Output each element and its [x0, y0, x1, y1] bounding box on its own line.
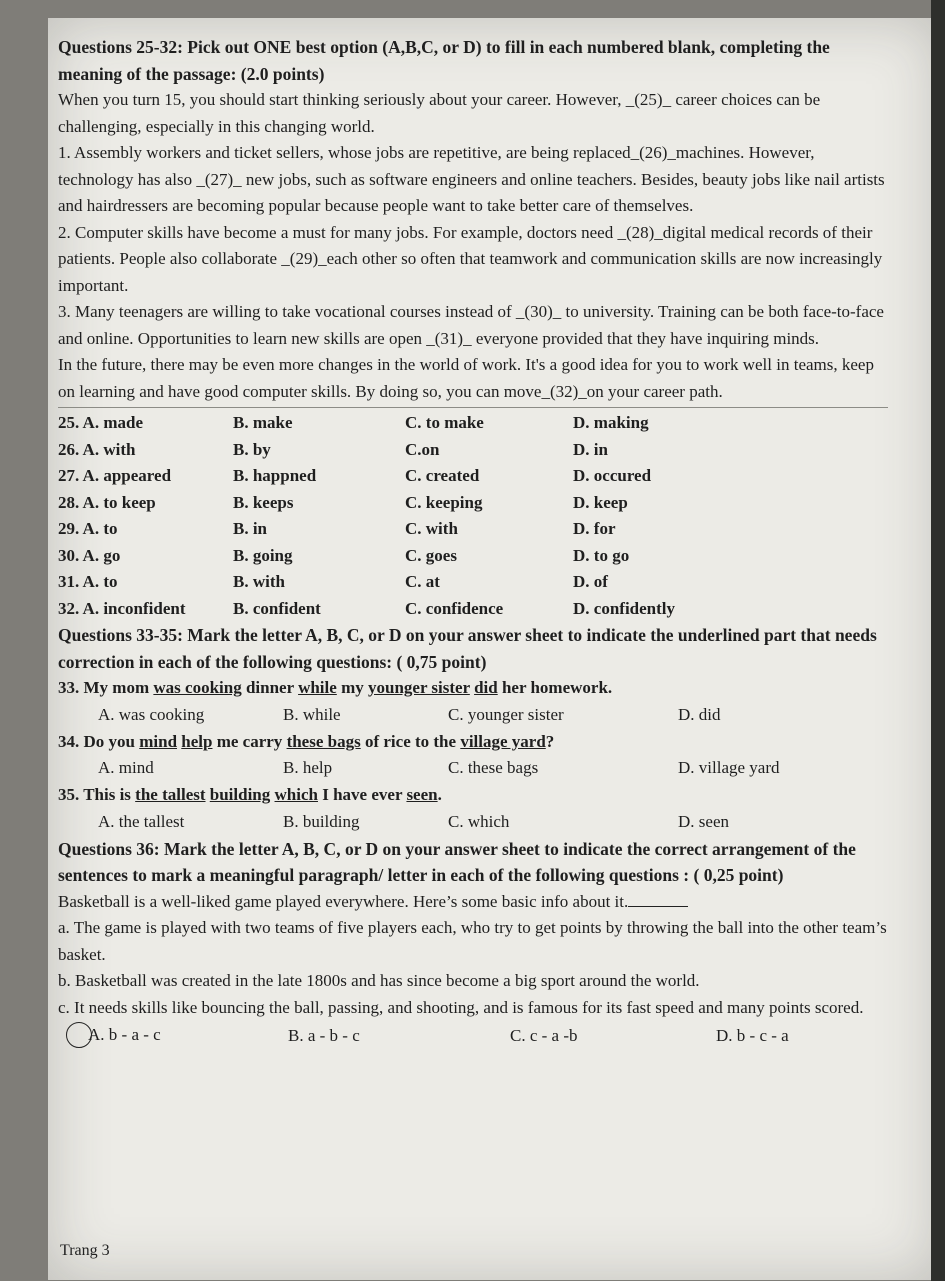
q-text: me carry — [212, 731, 287, 751]
option-row-26 — [58, 437, 888, 464]
answers-33 — [58, 702, 888, 729]
q-text: her homework. — [497, 678, 613, 697]
option-b[interactable]: B. going — [233, 545, 293, 565]
answers-35 — [58, 809, 888, 836]
option-b[interactable]: B. building — [283, 811, 360, 831]
option-a[interactable]: 29. A. to — [58, 519, 118, 538]
q-text: 34. Do you — [58, 731, 140, 751]
option-row-28 — [58, 490, 888, 517]
underlined-part-b: help — [181, 731, 213, 751]
option-d[interactable]: D. occured — [573, 466, 652, 485]
q-text: of rice to the — [360, 731, 461, 751]
passage-intro: When you turn 15, you should start thinking seriously about your career. However, _(25)_ career choices can be challenging, especially in this changing world. — [58, 90, 821, 136]
option-c[interactable]: C. created — [405, 466, 480, 485]
underlined-part-d: seen — [406, 785, 438, 804]
option-b[interactable]: B. while — [283, 704, 341, 724]
q-text: 35. This is — [58, 785, 136, 804]
option-b[interactable]: B. help — [283, 758, 333, 778]
underlined-part-d: did — [474, 678, 498, 697]
passage-paragraph-1: 1. Assembly workers and ticket sellers, whose jobs are repetitive, are being replaced_(26)_machines. However, technology has also _(27)_ new jobs, such as software engineers and online teachers. Besides, beauty jobs like nail artists and hairdressers are becoming popular because people want to take better care of themselves. — [58, 143, 885, 215]
underlined-part-c: which — [274, 785, 318, 804]
passage-paragraph-4: In the future, there may be even more changes in the world of work. It's a good idea for you to work well in teams, keep on learning and have good computer skills. By doing so, you can move_(32)_on your career path. — [58, 355, 874, 401]
question-33 — [58, 675, 888, 702]
underlined-part-a: mind — [139, 731, 178, 751]
option-b[interactable]: B. in — [233, 519, 268, 538]
option-d[interactable]: D. in — [573, 439, 608, 459]
option-c[interactable]: C. keeping — [405, 492, 483, 512]
option-c[interactable]: C. with — [405, 519, 458, 538]
passage-paragraph-2: 2. Computer skills have become a must for many jobs. For example, doctors need _(28)_digital medical records of their patients. People also collaborate _(29)_each other so often that teamwork and communication skills are now increasingly important. — [58, 222, 883, 295]
option-b[interactable]: B. a - b - c — [288, 1025, 360, 1045]
option-c[interactable]: C. to make — [405, 413, 484, 432]
option-b[interactable]: B. happned — [233, 466, 317, 485]
option-d[interactable]: D. seen — [678, 811, 729, 831]
option-d[interactable]: D. of — [573, 572, 608, 591]
option-a[interactable]: 28. A. to keep — [58, 492, 156, 512]
option-a[interactable]: 27. A. appeared — [58, 466, 172, 485]
sentence-c: c. It needs skills like bouncing the ball, passing, and shooting, and is famous for its fast speed and many points scored. — [58, 997, 864, 1017]
underlined-part-c: these bags — [286, 731, 361, 751]
option-b[interactable]: B. confident — [233, 598, 321, 618]
option-row-25 — [58, 410, 888, 437]
option-c[interactable]: C. goes — [405, 545, 457, 565]
option-b[interactable]: B. by — [233, 439, 271, 459]
option-d[interactable]: D. for — [573, 519, 616, 538]
option-d[interactable]: D. b - c - a — [716, 1025, 789, 1045]
option-a[interactable] — [66, 1022, 288, 1049]
underlined-part-c: younger sister — [367, 678, 470, 697]
option-c[interactable]: C. confidence — [405, 598, 504, 618]
option-c[interactable]: C.on — [405, 439, 440, 459]
sentence-a: a. The game is played with two teams of five players each, who try to get points by throwing the ball into the other team’s basket. — [58, 918, 887, 964]
q-text: dinner — [241, 678, 299, 697]
option-c[interactable]: C. c - a -b — [510, 1025, 578, 1045]
option-a[interactable]: A. mind — [98, 758, 154, 778]
option-row-30 — [58, 543, 888, 570]
option-a[interactable]: 32. A. inconfident — [58, 598, 186, 618]
option-c[interactable]: C. at — [405, 572, 440, 591]
q-text: ? — [545, 731, 555, 751]
section2-heading — [58, 622, 888, 675]
underlined-part-a: was cooking — [153, 678, 242, 697]
answer-blank[interactable] — [628, 892, 688, 907]
option-a-label: A. b - a - c — [88, 1025, 161, 1045]
option-d[interactable]: D. confidently — [573, 598, 675, 618]
underlined-part-b: building — [209, 785, 271, 804]
option-c[interactable]: C. younger sister — [448, 704, 564, 724]
q-text: I have ever — [317, 785, 407, 804]
intro-text: Basketball is a well-liked game played everywhere. Here’s some basic info about it. — [58, 891, 629, 911]
option-a[interactable]: 25. A. made — [58, 413, 143, 432]
q-text: my — [336, 678, 368, 697]
section3-heading: Questions 36: Mark the letter A, B, C, or D on your answer sheet to indicate the correct arrangement of the sentences to mark a meaningful paragraph/ letter in each of the following questions : ( 0,25 point) — [58, 838, 856, 885]
section2-heading-text: Questions 33-35: Mark the letter A, B, C, or D on your answer sheet to indicate the underlined part that needs correction in each of the following questions: ( 0,75 point) — [58, 625, 877, 672]
answers-36 — [58, 1021, 888, 1051]
option-d[interactable]: D. keep — [573, 492, 628, 512]
passage-paragraph-3: 3. Many teenagers are willing to take vocational courses instead of _(30)_ to university. Training can be both face-to-face and online. Opportunities to learn new skills are open _(31)_ everyone provided that they have inquiring minds. — [58, 302, 884, 348]
options-table — [58, 407, 888, 622]
option-a[interactable]: 31. A. to — [58, 572, 118, 591]
underlined-part-b: while — [298, 678, 337, 697]
option-b[interactable]: B. with — [233, 572, 285, 591]
option-a[interactable]: A. was cooking — [98, 704, 205, 724]
exam-page — [58, 34, 888, 1051]
option-b[interactable]: B. make — [233, 413, 293, 432]
option-d[interactable]: D. to go — [573, 545, 630, 565]
option-c[interactable]: C. these bags — [448, 758, 539, 778]
q-text: . — [437, 785, 442, 804]
option-d[interactable]: D. making — [573, 413, 649, 432]
question-35 — [58, 782, 888, 809]
option-row-32 — [58, 596, 888, 623]
underlined-part-d: village yard — [460, 731, 546, 751]
sentence-b: b. Basketball was created in the late 1800s and has since become a big sport around the world. — [58, 971, 700, 990]
option-d[interactable]: D. village yard — [678, 758, 780, 778]
arrangement-intro — [58, 889, 888, 916]
option-a[interactable]: A. the tallest — [98, 811, 185, 831]
circled-answer-mark — [66, 1022, 92, 1048]
option-c[interactable]: C. which — [448, 811, 510, 831]
option-a[interactable]: 26. A. with — [58, 439, 136, 459]
q-text: 33. My mom — [58, 678, 154, 697]
option-a[interactable]: 30. A. go — [58, 545, 121, 565]
option-row-29 — [58, 516, 888, 543]
option-b[interactable]: B. keeps — [233, 492, 294, 512]
page-number: Trang 3 — [60, 1242, 110, 1259]
option-row-31 — [58, 569, 888, 596]
option-row-27 — [58, 463, 888, 490]
section1-heading: Questions 25-32: Pick out ONE best option (A,B,C, or D) to fill in each numbered blank, completing the meaning of the passage: (2.0 points) — [58, 37, 830, 84]
question-34 — [58, 729, 888, 756]
option-d[interactable]: D. did — [678, 704, 721, 724]
underlined-part-a: the tallest — [135, 785, 206, 804]
answers-34 — [58, 755, 888, 782]
background-edge — [931, 0, 945, 1281]
